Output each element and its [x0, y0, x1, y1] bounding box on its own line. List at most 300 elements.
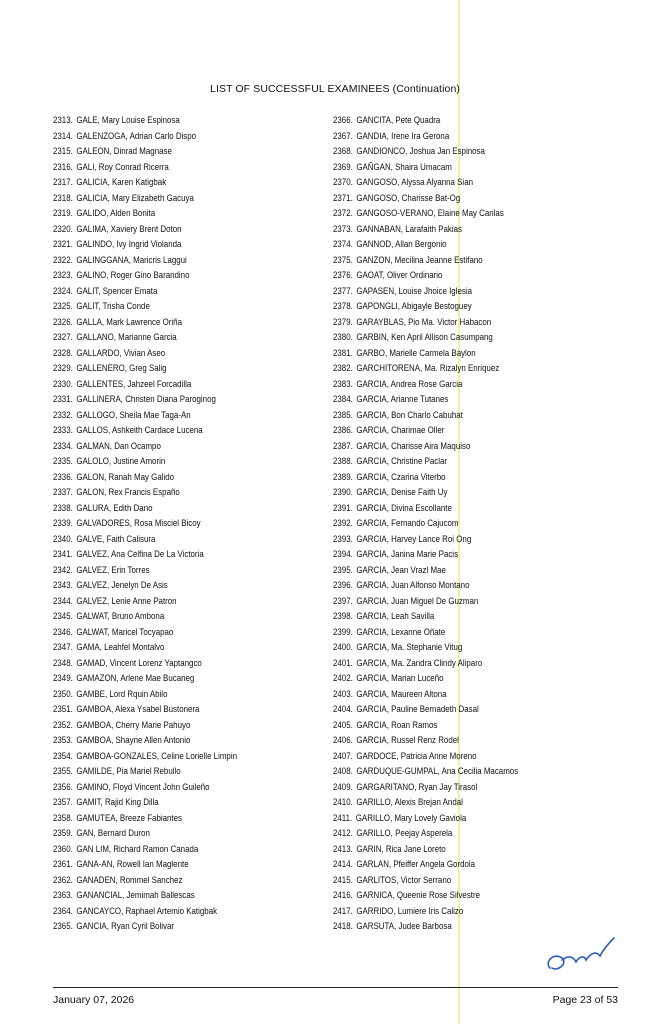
examinee-number: 2327. [53, 332, 73, 342]
examinee-name: GALWAT, Maricel Tocyapao [76, 626, 174, 637]
list-item [333, 129, 597, 145]
examinee-name: GALIT, Trisha Conde [76, 301, 150, 311]
list-item [333, 454, 597, 470]
examinee-name: GARCIA, Harvey Lance Roi Ong [356, 533, 472, 544]
examinee-number: 2410. [333, 797, 353, 807]
examinee-number: 2350. [53, 688, 73, 699]
list-item [333, 346, 597, 362]
examinee-name: GARCIA, Maureen Altona [356, 688, 447, 699]
examinee-number: 2334. [53, 440, 73, 451]
examinee-number: 2416. [333, 890, 353, 900]
list-item [333, 563, 597, 579]
examinee-number: 2335. [53, 456, 73, 466]
list-item [333, 625, 597, 641]
examinee-number: 2330. [53, 378, 73, 389]
examinee-name: GALIDO, Alden Bonita [76, 208, 156, 218]
examinee-name: GANNABAN, Larafaith Pakias [356, 223, 463, 234]
examinee-name: GAN, Bernard Duron [76, 828, 150, 838]
examinee-name: GARBO, Marielle Carmela Baylon [356, 347, 476, 358]
list-item [53, 532, 317, 548]
examinee-number: 2382. [333, 363, 353, 373]
list-item [53, 160, 317, 176]
list-item [333, 253, 597, 269]
examinee-number: 2357. [53, 797, 73, 807]
examinee-name: GALOLO, Justine Amorin [76, 456, 166, 466]
list-item [333, 284, 597, 300]
examinee-name: GAMINO, Floyd Vincent John Guileño [76, 781, 210, 792]
list-item [333, 408, 597, 424]
examinee-name: GARLAN, Pfeiffer Angela Gordola [356, 859, 476, 869]
examinee-name: GALI, Roy Conrad Ricerra [76, 161, 169, 172]
examinee-name: GALLENERO, Greg Salig [76, 363, 167, 373]
examinee-number: 2360. [53, 843, 73, 854]
examinee-name: GALEON, Dinrad Magnase [76, 146, 172, 156]
list-item [333, 640, 597, 656]
examinee-name: GALE, Mary Louise Espinosa [76, 115, 180, 125]
list-item [333, 842, 597, 858]
examinee-number: 2361. [53, 859, 73, 869]
list-item [333, 377, 597, 393]
examinee-number: 2404. [333, 704, 353, 714]
examinee-number: 2415. [333, 874, 353, 885]
examinee-name: GARCIA, Christine Paclar [356, 456, 448, 466]
list-item [333, 175, 597, 191]
list-item [53, 609, 317, 625]
examinee-name: GALENZOGA, Adrian Carlo Dispo [76, 130, 197, 141]
examinee-number: 2397. [333, 595, 353, 606]
list-item [333, 594, 597, 610]
examinee-number: 2384. [333, 394, 353, 404]
list-item [53, 563, 317, 579]
examinee-number: 2346. [53, 626, 73, 637]
examinee-number: 2348. [53, 657, 73, 668]
examinee-name: GAÑGAN, Shaira Umacam [356, 161, 452, 172]
examinee-number: 2320. [53, 223, 73, 234]
list-item [53, 733, 317, 749]
examinee-number: 2340. [53, 533, 73, 544]
examinee-number: 2314. [53, 130, 73, 141]
examinee-name: GAMIT, Rajid King Dilla [76, 797, 159, 807]
examinee-number: 2376. [333, 270, 353, 280]
examinee-name: GARCIA, Divina Escollante [356, 502, 452, 513]
examinee-number: 2414. [333, 859, 353, 869]
examinee-name: GARCIA, Charimae Oller [356, 425, 445, 435]
examinee-number: 2317. [53, 177, 73, 187]
list-item [333, 423, 597, 439]
examinee-number: 2413. [333, 843, 353, 854]
examinee-name: GARCIA, Marian Luceño [356, 673, 444, 683]
examinee-number: 2411. [333, 812, 353, 823]
examinee-name: GARAYBLAS, Pio Ma. Victor Habacon [356, 316, 492, 327]
examinee-number: 2393. [333, 533, 353, 544]
list-item [53, 377, 317, 393]
examinee-number: 2385. [333, 409, 353, 420]
list-item [333, 144, 597, 160]
examinee-name: GAMBOA, Shayne Allen Antonio [76, 735, 191, 745]
footer-date: January 07, 2026 [53, 994, 135, 1006]
examinee-list-right [333, 113, 633, 935]
list-item [333, 904, 597, 920]
examinee-number: 2383. [333, 378, 353, 389]
examinee-name: GALVADORES, Rosa Misciel Bicoy [76, 518, 201, 528]
examinee-name: GARDUQUE-GUMPAL, Ana Cecilia Macamos [356, 766, 519, 776]
examinee-number: 2373. [333, 223, 353, 234]
list-item [53, 408, 317, 424]
examinee-name: GALINDO, Ivy Ingrid Violanda [76, 239, 182, 249]
examinee-number: 2398. [333, 611, 353, 621]
examinee-name: GAMAD, Vincent Lorenz Yaptangco [76, 657, 202, 668]
list-item [333, 516, 597, 532]
list-item [53, 315, 317, 331]
list-item [333, 609, 597, 625]
list-item [53, 392, 317, 408]
examinee-number: 2417. [333, 905, 353, 916]
examinee-number: 2344. [53, 595, 73, 606]
examinee-name: GARCIA, Lexanne Oñate [356, 626, 446, 637]
examinee-number: 2318. [53, 192, 73, 203]
examinee-name: GALON, Rex Francis Españo [76, 487, 180, 497]
examinee-number: 2354. [53, 750, 73, 761]
examinee-number: 2364. [53, 905, 73, 916]
examinee-name: GALLA, Mark Lawrence Oriña [76, 316, 183, 327]
list-item [333, 113, 597, 129]
examinee-number: 2368. [333, 146, 353, 156]
list-item [53, 625, 317, 641]
examinee-name: GARCIA, Fernando Cajucom [356, 518, 459, 528]
examinee-name: GAMBOA-GONZALES, Celine Lorielle Limpin [76, 750, 238, 761]
list-item [333, 888, 597, 904]
examinee-number: 2343. [53, 580, 73, 590]
examinee-name: GALLENTES, Jahzeel Forcadilla [76, 378, 192, 389]
examinee-name: GANCITA, Pete Quadra [356, 115, 441, 125]
examinee-number: 2366. [333, 115, 353, 125]
examinee-number: 2412. [333, 828, 353, 838]
examinee-number: 2370. [333, 177, 353, 187]
list-item [333, 237, 597, 253]
examinee-name: GALICIA, Karen Katigbak [76, 177, 167, 187]
examinee-name: GARCIA, Janina Marie Pacis [356, 549, 459, 559]
list-item [53, 113, 317, 129]
list-item [333, 656, 597, 672]
examinee-name: GANGOSO, Charisse Bat-Og [356, 192, 461, 203]
examinee-number: 2409. [333, 781, 353, 792]
examinee-name: GALLANO, Marianne Garcia [76, 332, 177, 342]
examinee-name: GAMAZON, Arlene Mae Bucaneg [76, 673, 195, 683]
examinee-number: 2362. [53, 874, 73, 885]
examinee-number: 2407. [333, 750, 353, 761]
list-item [53, 129, 317, 145]
examinee-number: 2322. [53, 254, 73, 265]
examinee-number: 2319. [53, 208, 73, 218]
list-item [53, 330, 317, 346]
list-item [333, 671, 597, 687]
examinee-name: GARCIA, Juan Miguel De Guzman [356, 595, 479, 606]
examinee-number: 2377. [333, 285, 353, 296]
list-item [333, 687, 597, 703]
examinee-name: GALVEZ, Ana Celfina De La Victoria [76, 549, 204, 559]
list-item [333, 392, 597, 408]
examinee-name: GARDOCE, Patricia Anne Moreno [356, 750, 477, 761]
footer-rule [53, 987, 618, 988]
examinee-number: 2387. [333, 440, 353, 451]
examinee-name: GANA-AN, Rowell Ian Maglente [76, 859, 189, 869]
examinee-number: 2338. [53, 502, 73, 513]
examinee-number: 2400. [333, 642, 353, 652]
examinee-number: 2328. [53, 347, 73, 358]
list-item [53, 749, 317, 765]
examinee-number: 2367. [333, 130, 353, 141]
examinee-number: 2336. [53, 471, 73, 482]
examinee-name: GANNOD, Allan Bergonio [356, 239, 447, 249]
examinee-name: GAPASEN, Louise Jhoice Iglesia [356, 285, 472, 296]
list-item [333, 206, 597, 222]
examinee-name: GARCIA, Czarina Viterbo [356, 471, 446, 482]
list-item [333, 315, 597, 331]
examinee-name: GAMBOA, Alexa Ysabel Bustonera [76, 704, 200, 714]
examinee-name: GANGOSO-VERANO, Elaine May Canlas [356, 208, 504, 218]
examinee-number: 2399. [333, 626, 353, 637]
examinee-name: GANCAYCO, Raphael Artemio Katigbak [76, 905, 218, 916]
list-item [333, 764, 597, 780]
list-item [53, 470, 317, 486]
examinee-name: GANCIA, Ryan Cyril Bolivar [76, 921, 175, 931]
list-item [53, 826, 317, 842]
list-item [53, 811, 317, 827]
list-item [53, 578, 317, 594]
examinee-number: 2395. [333, 564, 353, 575]
list-item [53, 206, 317, 222]
examinee-number: 2324. [53, 285, 73, 296]
list-item [53, 268, 317, 284]
list-item [333, 532, 597, 548]
examinee-name: GALVEZ, Lenie Anne Patron [76, 595, 177, 606]
list-item [333, 857, 597, 873]
examinee-name: GALVE, Faith Calisura [76, 533, 156, 544]
list-item [53, 795, 317, 811]
examinee-number: 2358. [53, 812, 73, 823]
list-item [333, 330, 597, 346]
list-item [333, 811, 597, 827]
list-item [53, 594, 317, 610]
examinee-number: 2355. [53, 766, 73, 776]
list-item [53, 780, 317, 796]
examinee-number: 2332. [53, 409, 73, 420]
signature-icon [540, 928, 620, 978]
list-item [333, 873, 597, 889]
examinee-name: GARCHITORENA, Ma. Rizalyn Enriquez [356, 363, 500, 373]
examinee-name: GALLARDO, Vivian Aseo [76, 347, 166, 358]
examinee-name: GARBIN, Ken April Allison Casumpang [356, 332, 493, 342]
examinee-number: 2349. [53, 673, 73, 683]
examinee-number: 2363. [53, 890, 73, 900]
examinee-name: GAMBE, Lord Rquin Abilo [76, 688, 168, 699]
examinee-name: GALINGGANA, Maricris Laggui [76, 254, 187, 265]
examinee-number: 2353. [53, 735, 73, 745]
list-item [53, 656, 317, 672]
examinee-name: GARCIA, Charisse Aira Maquiso [356, 440, 471, 451]
list-item [53, 501, 317, 517]
list-item [53, 191, 317, 207]
examinee-number: 2315. [53, 146, 73, 156]
examinee-name: GARCIA, Ma. Stephanie Vitug [356, 642, 463, 652]
examinee-number: 2388. [333, 456, 353, 466]
examinee-name: GARCIA, Arianne Tutanes [356, 394, 449, 404]
examinee-number: 2329. [53, 363, 73, 373]
list-item [333, 160, 597, 176]
list-item [53, 237, 317, 253]
list-item [333, 299, 597, 315]
examinee-name: GARCIA, Bon Charlo Cabuhat [356, 409, 463, 420]
examinee-name: GAN LIM, Richard Ramon Canada [76, 843, 199, 854]
examinee-name: GALVEZ, Jenelyn De Asis [76, 580, 168, 590]
examinee-number: 2369. [333, 161, 353, 172]
examinee-name: GALIT, Spencer Emata [76, 285, 158, 296]
examinee-name: GAMBOA, Cherry Marie Pahuyo [76, 719, 191, 730]
examinee-number: 2331. [53, 394, 73, 404]
examinee-number: 2406. [333, 735, 353, 745]
list-item [53, 299, 317, 315]
list-item [53, 702, 317, 718]
list-item [53, 361, 317, 377]
examinee-number: 2313. [53, 115, 73, 125]
examinee-number: 2323. [53, 270, 73, 280]
examinee-name: GARCIA, Ma. Zandra Clindy Aliparo [356, 657, 483, 668]
list-item [53, 888, 317, 904]
examinee-number: 2380. [333, 332, 353, 342]
examinee-name: GALLOGO, Sheila Mae Taga-An [76, 409, 191, 420]
list-item [333, 547, 597, 563]
examinee-name: GARNICA, Queenie Rose Silvestre [356, 890, 481, 900]
examinee-number: 2339. [53, 518, 73, 528]
examinee-number: 2356. [53, 781, 73, 792]
list-item [333, 470, 597, 486]
examinee-name: GALON, Ranah May Galido [76, 471, 175, 482]
examinee-name: GAPONGLI, Abigayle Bestoguey [356, 301, 472, 311]
examinee-name: GAMUTEA, Breeze Fabiantes [76, 812, 182, 823]
list-item [333, 501, 597, 517]
examinee-name: GARCIA, Pauline Bernadeth Dasal [356, 704, 479, 714]
examinee-name: GARRIDO, Lumiere Iris Calizo [356, 905, 464, 916]
list-item [333, 485, 597, 501]
examinee-number: 2408. [333, 766, 353, 776]
list-item [53, 842, 317, 858]
examinee-number: 2386. [333, 425, 353, 435]
examinee-name: GAOAT, Oliver Ordinario [356, 270, 443, 280]
list-item [333, 718, 597, 734]
examinee-number: 2365. [53, 921, 73, 931]
examinee-name: GARCIA, Leah Savilla [356, 611, 435, 621]
examinee-number: 2401. [333, 657, 353, 668]
list-item [53, 671, 317, 687]
examinee-name: GANDIA, Irene Ira Gerona [356, 130, 450, 141]
examinee-name: GALLINERA, Christen Diana Paroginog [76, 394, 216, 404]
examinee-number: 2325. [53, 301, 73, 311]
list-item [53, 439, 317, 455]
list-item [333, 361, 597, 377]
list-item [53, 718, 317, 734]
list-item [53, 284, 317, 300]
list-item [53, 873, 317, 889]
list-item [333, 733, 597, 749]
examinee-number: 2337. [53, 487, 73, 497]
examinee-name: GARGARITANO, Ryan Jay Tirasol [356, 781, 478, 792]
examinee-name: GAMA, Leahfel Montalvo [76, 642, 165, 652]
examinee-number: 2351. [53, 704, 73, 714]
list-item [333, 578, 597, 594]
examinee-number: 2371. [333, 192, 353, 203]
examinee-number: 2378. [333, 301, 353, 311]
examinee-number: 2418. [333, 921, 353, 931]
examinee-number: 2342. [53, 564, 73, 575]
examinee-number: 2391. [333, 502, 353, 513]
examinee-number: 2359. [53, 828, 73, 838]
examinee-name: GARCIA, Juan Alfonso Montano [356, 580, 470, 590]
list-item [333, 439, 597, 455]
examinee-number: 2374. [333, 239, 353, 249]
examinee-name: GARSUTA, Judee Barbosa [356, 921, 452, 931]
list-item [53, 687, 317, 703]
examinee-number: 2381. [333, 347, 353, 358]
examinee-name: GALURA, Edith Dano [76, 502, 153, 513]
list-item [53, 516, 317, 532]
examinee-name: GARCIA, Russel Renz Rodel [356, 735, 459, 745]
examinee-name: GANADEN, Rommel Sanchez [76, 874, 183, 885]
footer-page-number: Page 23 of 53 [552, 994, 618, 1006]
examinee-number: 2345. [53, 611, 73, 621]
list-item [53, 919, 317, 935]
examinee-name: GARILLO, Alexis Brejan Andal [356, 797, 463, 807]
examinee-name: GARILLO, Peejay Asperela [356, 828, 453, 838]
examinee-number: 2333. [53, 425, 73, 435]
list-item [53, 485, 317, 501]
examinee-number: 2402. [333, 673, 353, 683]
examinee-number: 2316. [53, 161, 73, 172]
examinee-number: 2396. [333, 580, 353, 590]
examinee-name: GANGOSO, Alyssa Alyanna Sian [356, 177, 474, 187]
examinee-name: GANDIONCO, Joshua Jan Espinosa [356, 146, 485, 156]
list-item [53, 253, 317, 269]
examinee-name: GARCIA, Andrea Rose Garcia [356, 378, 463, 389]
list-item [53, 222, 317, 238]
examinee-number: 2389. [333, 471, 353, 482]
examinee-number: 2341. [53, 549, 73, 559]
list-item [333, 749, 597, 765]
list-item [53, 454, 317, 470]
list-item [53, 144, 317, 160]
examinee-name: GARCIA, Jean Vrazl Mae [356, 564, 446, 575]
list-item [53, 640, 317, 656]
list-item [53, 857, 317, 873]
list-item [333, 826, 597, 842]
examinee-number: 2392. [333, 518, 353, 528]
examinee-name: GARCIA, Roan Ramos [356, 719, 438, 730]
examinee-number: 2394. [333, 549, 353, 559]
examinee-number: 2347. [53, 642, 73, 652]
examinee-number: 2321. [53, 239, 73, 249]
examinee-name: GANANCIAL, Jemimah Ballescas [76, 890, 195, 900]
list-item [53, 904, 317, 920]
examinee-number: 2352. [53, 719, 73, 730]
list-item [333, 268, 597, 284]
examinee-number: 2390. [333, 487, 353, 497]
list-item [53, 423, 317, 439]
list-item [333, 222, 597, 238]
list-item [53, 764, 317, 780]
examinee-number: 2326. [53, 316, 73, 327]
list-item [333, 702, 597, 718]
examinee-number: 2379. [333, 316, 353, 327]
examinee-name: GANZON, Mecilina Jeanne Estifano [356, 254, 483, 265]
